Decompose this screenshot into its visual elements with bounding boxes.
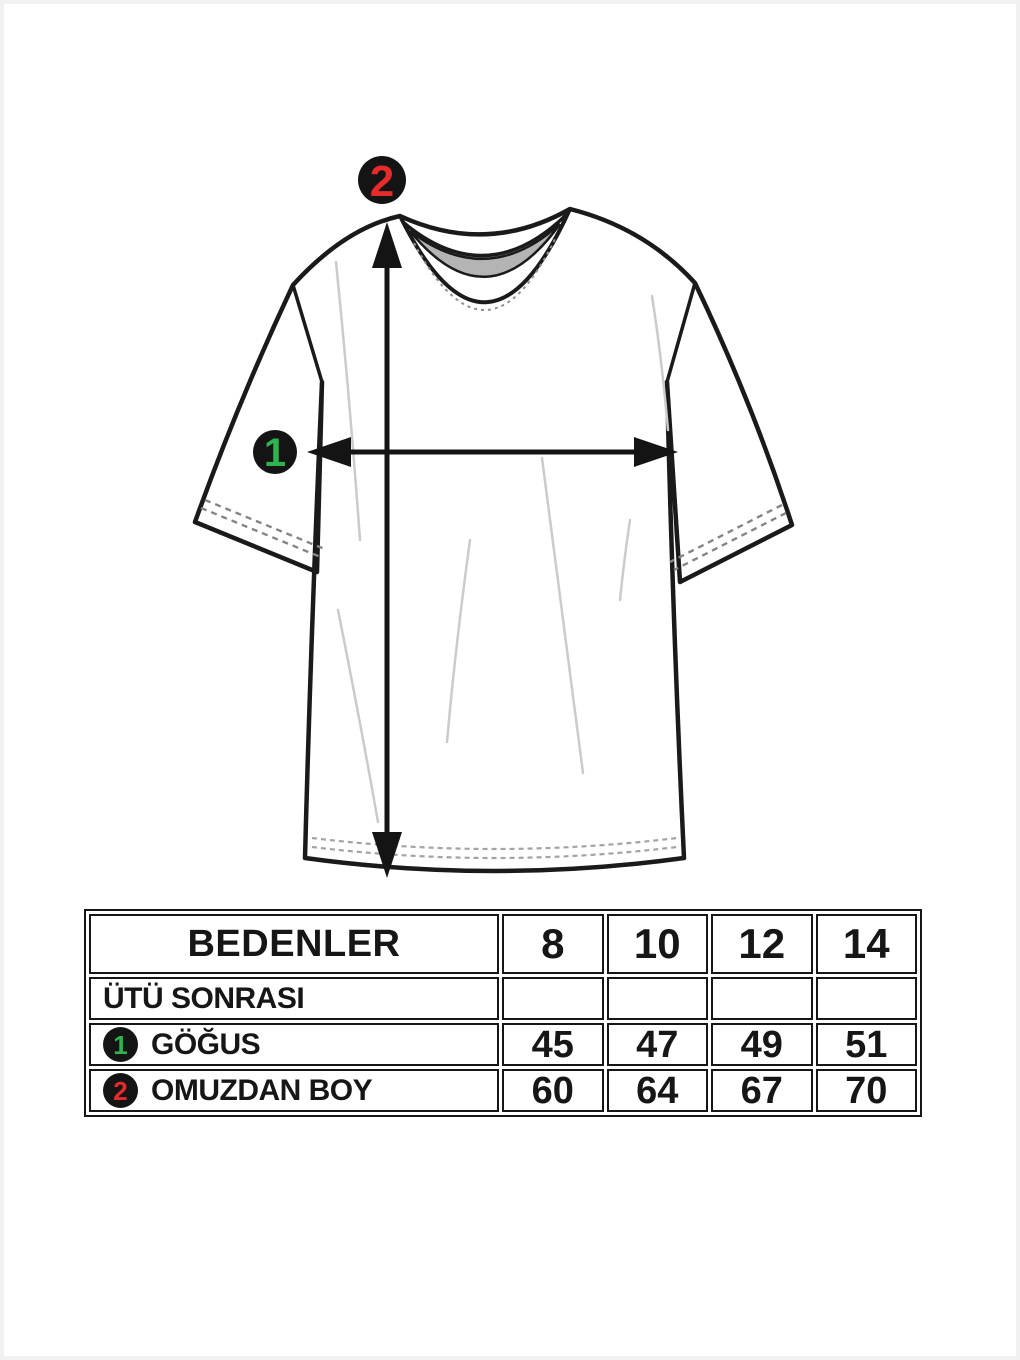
row-label-utu-sonrasi: ÜTÜ SONRASI <box>103 981 305 1015</box>
value-cell: 70 <box>816 1069 918 1112</box>
table-row-utu-sonrasi <box>89 977 917 1020</box>
tshirt-body-outline <box>195 209 792 871</box>
row-label-omuzdan-boy: OMUZDAN BOY <box>151 1073 373 1107</box>
size-header-cell: 8 <box>502 914 604 974</box>
value-cell <box>607 977 709 1020</box>
value-cell <box>711 977 813 1020</box>
badge-1: 1 <box>103 1027 138 1062</box>
row-label-gogus: GÖĞUS <box>151 1027 261 1061</box>
value-cell <box>502 977 604 1020</box>
value-cell <box>816 977 918 1020</box>
value-cell: 64 <box>607 1069 709 1112</box>
size-header-cell: 12 <box>711 914 813 974</box>
value-cell: 67 <box>711 1069 813 1112</box>
badge-2: 2 <box>103 1073 138 1108</box>
row-label-cell <box>89 977 499 1020</box>
marker-1-number: 1 <box>263 431 287 475</box>
size-header-cell: 10 <box>607 914 709 974</box>
marker-2-number: 2 <box>369 157 395 206</box>
value-cell: 49 <box>711 1023 813 1066</box>
size-table <box>84 909 922 1117</box>
table-header-row <box>89 914 917 974</box>
table-row-gogus <box>89 1023 917 1066</box>
row-label-cell <box>89 1023 499 1066</box>
value-cell: 60 <box>502 1069 604 1112</box>
value-cell: 47 <box>607 1023 709 1066</box>
tshirt-drawing <box>195 209 792 871</box>
table-title: BEDENLER <box>89 914 499 974</box>
size-header-cell: 14 <box>816 914 918 974</box>
marker-2 <box>358 156 406 206</box>
table-row-omuzdan-boy <box>89 1069 917 1112</box>
row-label-cell <box>89 1069 499 1112</box>
value-cell: 51 <box>816 1023 918 1066</box>
value-cell: 45 <box>502 1023 604 1066</box>
